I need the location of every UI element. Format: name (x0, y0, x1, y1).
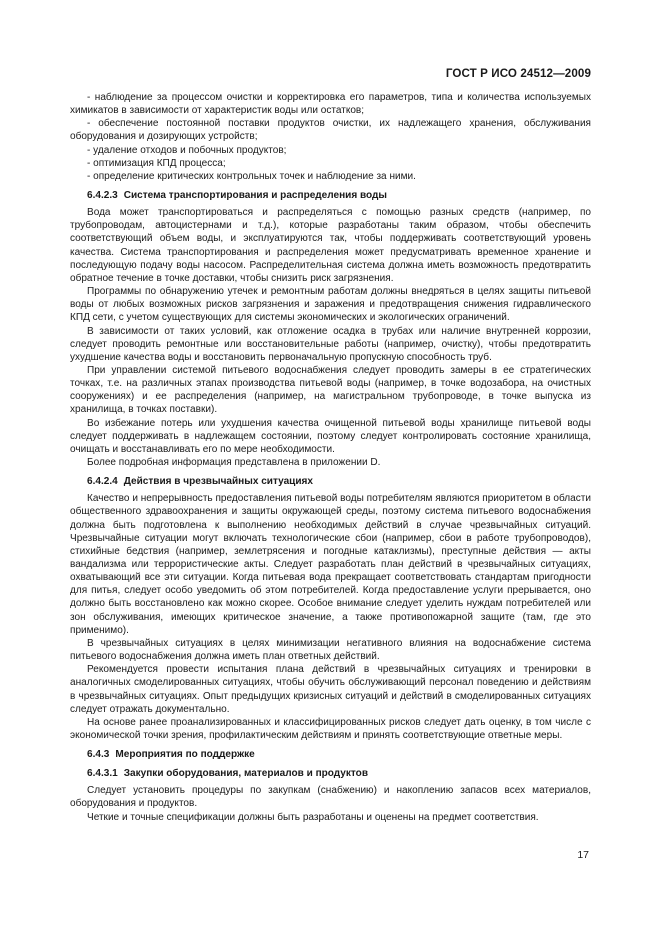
section-title: Действия в чрезвычайных ситуациях (123, 476, 313, 488)
section-heading-6-4-3-1 (70, 767, 591, 780)
page-number: 17 (577, 849, 589, 861)
paragraph: Вода может транспортироваться и распределяться с помощью разных средств (например, по трубопроводам, автоцистернами и т.д.), которые разработаны таким образом, чтобы обеспечить соответствующий объем воды, и эксплуатируются так, чтобы поддерживать соответствующий уровень качества. Система транспортирования и распределения может предусматривать временное хранение и последующую подачу воды насосом. Распределительная система должна иметь возможность предотвратить обратное течение в точке доставки, чтобы снизить риск загрязнения. (70, 207, 591, 284)
section-number: 6.4.3.1 (87, 768, 118, 780)
paragraph: Во избежание потерь или ухудшения качества очищенной питьевой воды хранилище питьевой воды следует поддерживать в надлежащем состоянии, поэтому следует контролировать состояние хранилища, очищать и восстанавливать его по мере необходимости. (70, 417, 591, 455)
list-item: - обеспечение постоянной поставки продуктов очистки, их надлежащего хранения, обслуживания оборудования и дозирующих устройств; (70, 118, 591, 143)
section-title: Система транспортирования и распределения воды (123, 190, 387, 202)
section-heading-6-4-3 (70, 748, 591, 761)
section-title: Мероприятия по поддержке (115, 749, 255, 761)
paragraph: В чрезвычайных ситуациях в целях минимизации негативного влияния на водоснабжение система питьевого водоснабжения должна иметь план ответных действий. (70, 637, 591, 663)
list-item: - удаление отходов и побочных продуктов; (87, 144, 287, 156)
section-number: 6.4.2.3 (87, 190, 118, 202)
section-number: 6.4.3 (87, 749, 110, 761)
paragraph: В зависимости от таких условий, как отложение осадка в трубах или наличие внутренней коррозии, следует проводить ремонтные или восстановительные работы (например, очистку), чтобы предотвратить ухудшение качества воды и восстановить первоначальную пропускную способность труб. (70, 325, 591, 363)
paragraph: При управлении системой питьевого водоснабжения следует проводить замеры в ее стратегических точках, т.е. на различных этапах производства питьевой воды (например, в точке водозабора, на очистных сооружениях) и ее распределения (например, на магистральном трубопроводе, в точке выпуска из хранилища, в точках поставки). (70, 364, 591, 416)
section-heading-6-4-2-4 (70, 475, 591, 488)
paragraph: Качество и непрерывность предоставления питьевой воды потребителям являются приоритетом в области общественного здравоохранения и защиты окружающей среды, поэтому система питьевого водоснабжения должна быть подготовлена к выполнению необходимых действий в случае чрезвычайных ситуаций. Чрезвычайные ситуации могут включать технологические сбои (например, сбои в работе трубопроводов), стихийные бедствия (например, землетрясения и погодные катаклизмы), преступные действия — акты вандализма или террористические акты. Следует разработать план действий в чрезвычайных ситуациях, охватывающий все эти ситуации. Когда питьевая вода прекращает соответствовать стандартам пригодности для питья, следует особо уведомить об этом потребителей. Когда предоставление услуги прерывается, оно должно быть восстановлено как можно скорее. Особое внимание следует уделить нуждам потребителей или зон обслуживания, имеющих критическое значение, а также противопожарной защите (там, где это применимо). (70, 493, 591, 636)
paragraph: Рекомендуется провести испытания плана действий в чрезвычайных ситуациях и тренировки в аналогичных смоделированных ситуациях, чтобы обучить обслуживающий персонал поведению и действиям в чрезвычайных ситуациях. Опыт предыдущих кризисных ситуаций и действий в смоделированных ситуациях следует отражать документально. (70, 664, 591, 715)
paragraph: На основе ранее проанализированных и классифицированных рисков следует дать оценку, в том числе с экономической точки зрения, профилактическим действиям и принять соответствующие ответные меры. (70, 716, 591, 742)
paragraph: Следует установить процедуры по закупкам (снабжению) и накоплению запасов всех материалов, оборудования и продуктов. (70, 785, 591, 810)
list-item: - наблюдение за процессом очистки и корректировка его параметров, типа и количества используемых химикатов в зависимости от характеристик воды или остатков; (70, 92, 591, 117)
paragraph: Четкие и точные спецификации должны быть разработаны и оценены на предмет соответствия. (87, 811, 539, 823)
section-title: Закупки оборудования, материалов и продуктов (123, 768, 368, 780)
document-body (70, 91, 591, 824)
section-number: 6.4.2.4 (87, 476, 118, 488)
document-header: ГОСТ Р ИСО 24512—2009 (445, 67, 591, 80)
paragraph: Более подробная информация представлена в приложении D. (87, 457, 381, 469)
paragraph: Программы по обнаружению утечек и ремонтным работам должны внедряться в целях защиты питьевой воды от любых возможных рисков загрязнения и заражения и предотвращения снижения гидравлического КПД сети, с учетом существующих для системы экономических и экологических ограничений. (70, 286, 591, 324)
section-heading-6-4-2-3 (70, 189, 591, 202)
list-item: - определение критических контрольных точек и наблюдение за ними. (87, 170, 416, 182)
list-item: - оптимизация КПД процесса; (87, 157, 226, 169)
